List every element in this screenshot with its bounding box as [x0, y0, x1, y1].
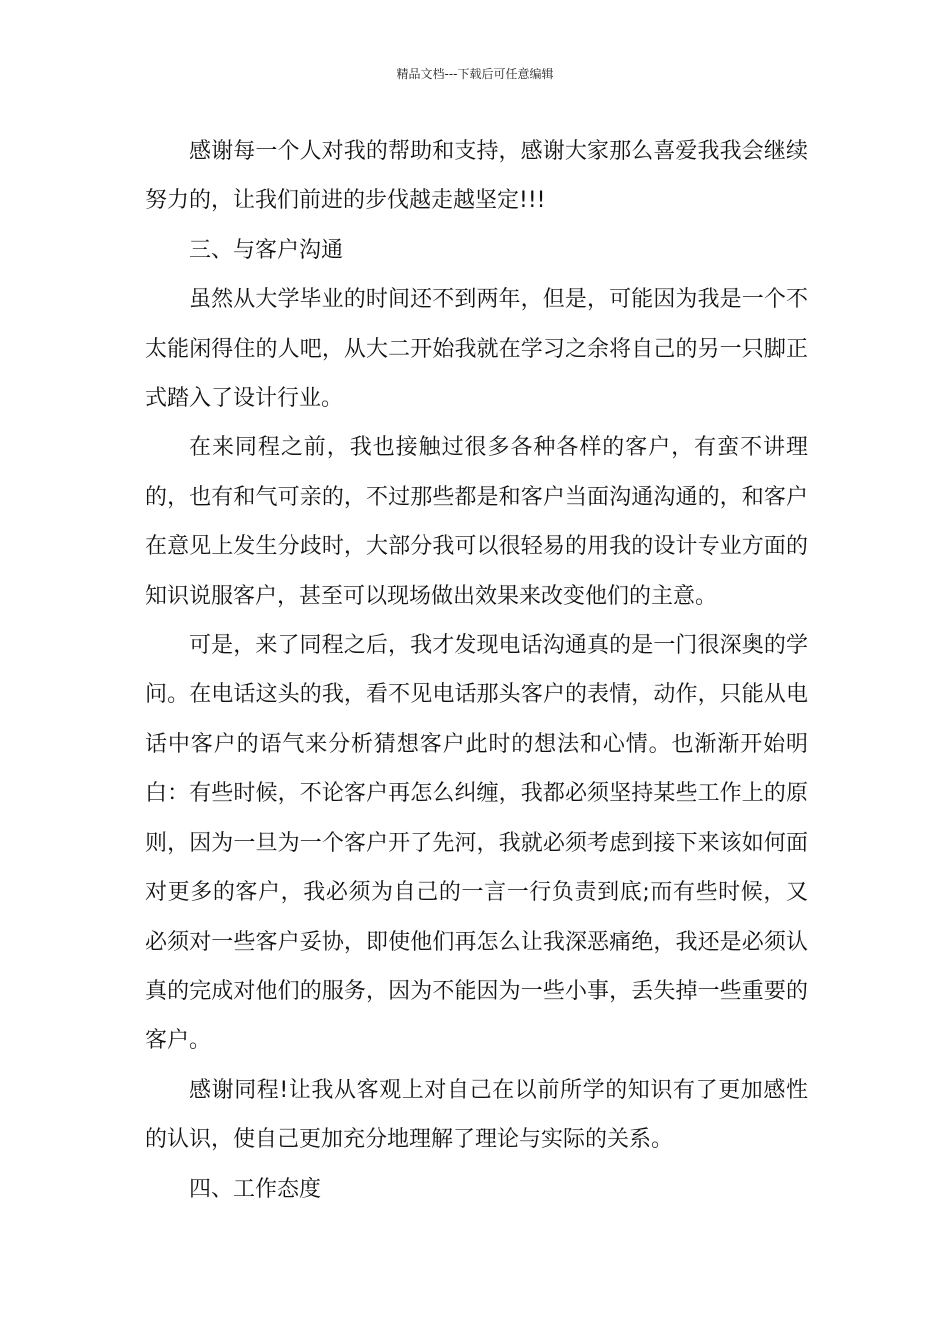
document-body — [145, 127, 808, 1214]
paragraph-past-customers: 在来同程之前，我也接触过很多各种各样的客户，有蛮不讲理的，也有和气可亲的，不过那些都是和客户当面沟通沟通的，和客户在意见上发生分歧时，大部分我可以很轻易的用我的设计专业方面的知识说服客户，甚至可以现场做出效果来改变他们的主意。 — [145, 435, 808, 609]
paragraph-phone-communication: 可是，来了同程之后，我才发现电话沟通真的是一门很深奥的学问。在电话这头的我，看不见电话那头客户的表情，动作，只能从电话中客户的语气来分析猜想客户此时的想法和心情。也渐渐开始明白：有些时候，不论客户再怎么纠缠，我都必须坚持某些工作上的原则，因为一旦为一个客户开了先河，我就必须考虑到接下来该如何面对更多的客户，我必须为自己的一言一行负责到底;而有些时候，又必须对一些客户妥协，即使他们再怎么让我深恶痛绝，我还是必须认真的完成对他们的服务，因为不能因为一些小事，丢失掉一些重要的客户。 — [145, 633, 808, 1054]
section-heading-work-attitude: 四、工作态度 — [189, 1176, 322, 1202]
paragraph-thanks-tongcheng: 感谢同程!让我从客观上对自己在以前所学的知识有了更加感性的认识，使自己更加充分地理解了理论与实际的关系。 — [145, 1077, 808, 1153]
paragraph-background: 虽然从大学毕业的时间还不到两年，但是，可能因为我是一个不太能闲得住的人吧，从大二开始我就在学习之余将自己的另一只脚正式踏入了设计行业。 — [145, 287, 808, 412]
paragraph-thanks: 感谢每一个人对我的帮助和支持，感谢大家那么喜爱我我会继续努力的，让我们前进的步伐越走越坚定!!! — [145, 139, 808, 214]
page-header: 精品文档---下载后可任意编辑 — [396, 67, 554, 81]
section-heading-customer-communication: 三、与客户沟通 — [189, 237, 344, 263]
